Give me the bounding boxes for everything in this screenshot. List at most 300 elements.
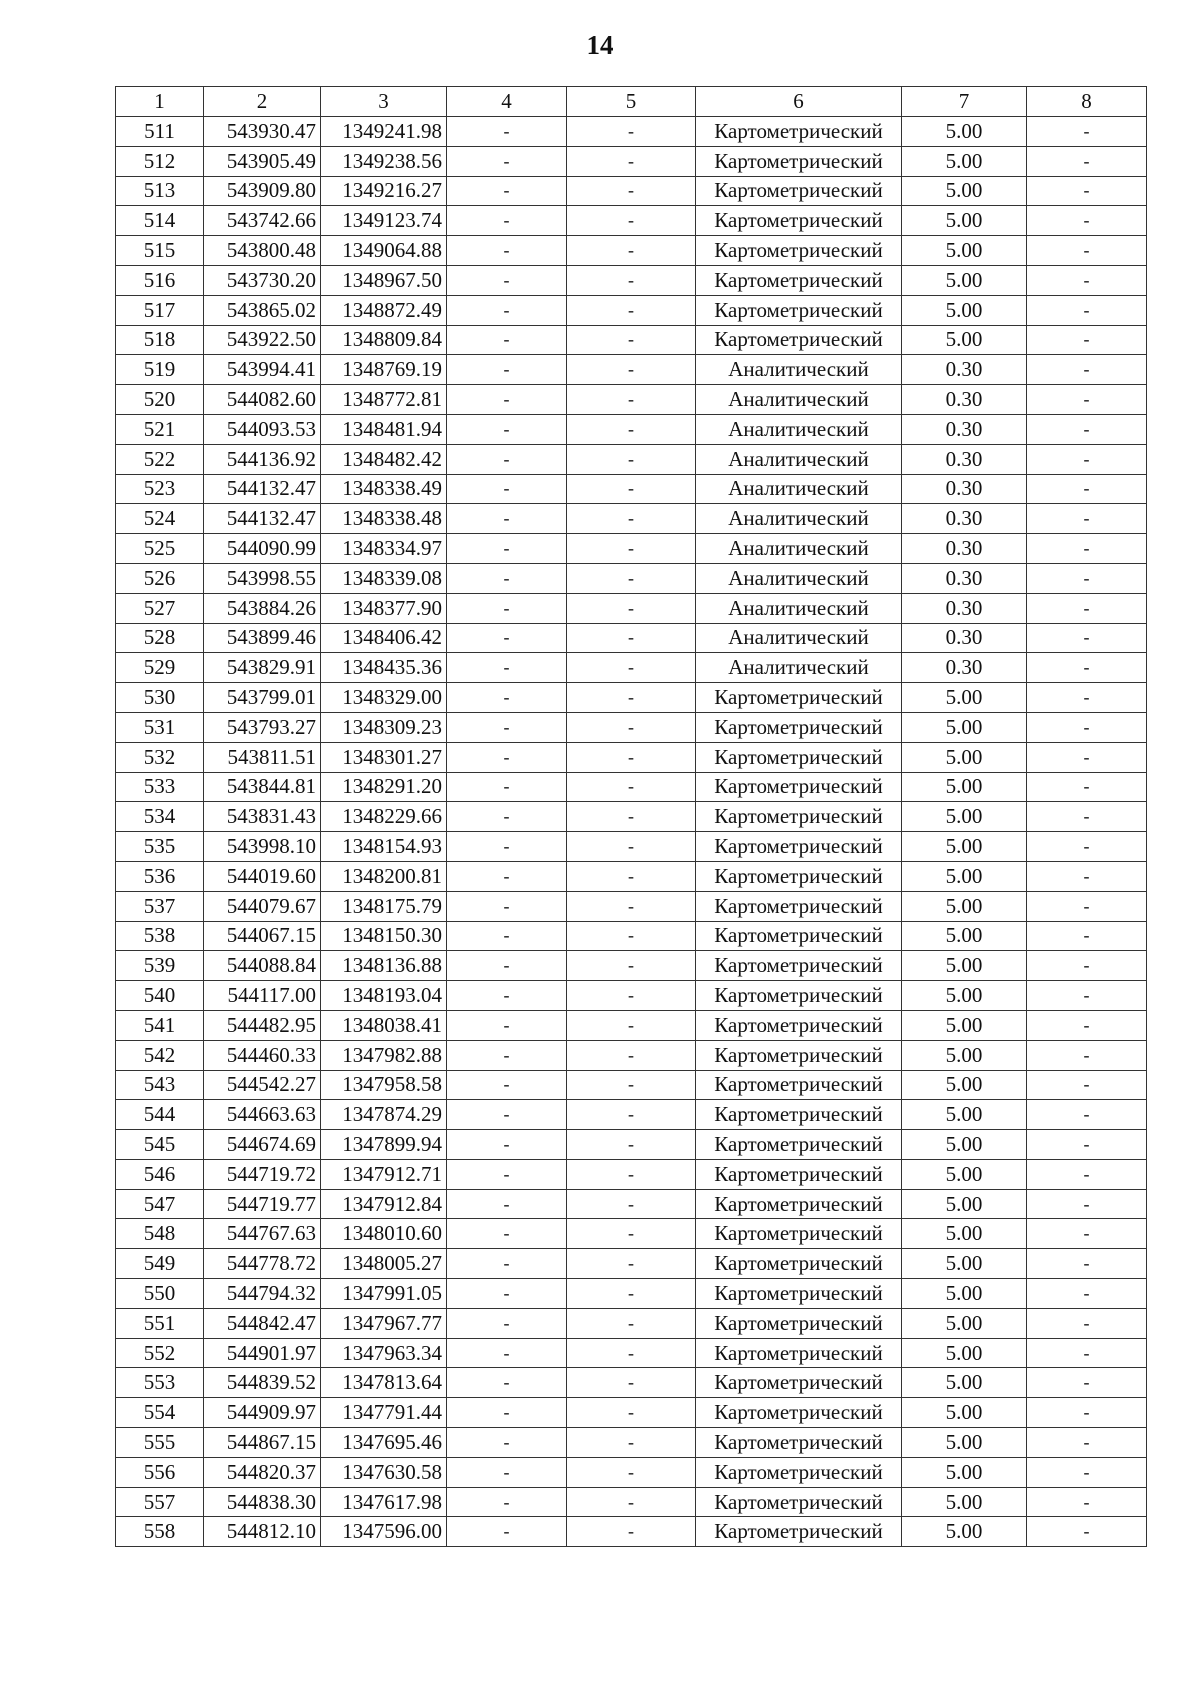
table-row bbox=[116, 742, 1147, 772]
cell-column-4: - bbox=[447, 1130, 567, 1160]
cell-accuracy: 5.00 bbox=[902, 1368, 1027, 1398]
cell-method: Картометрический bbox=[696, 1219, 902, 1249]
table-row bbox=[116, 1070, 1147, 1100]
cell-accuracy: 5.00 bbox=[902, 206, 1027, 236]
cell-point-number: 514 bbox=[116, 206, 204, 236]
cell-column-8: - bbox=[1027, 146, 1147, 176]
cell-y-coordinate: 1348967.50 bbox=[321, 265, 447, 295]
cell-column-8: - bbox=[1027, 1219, 1147, 1249]
cell-y-coordinate: 1347967.77 bbox=[321, 1308, 447, 1338]
cell-column-8: - bbox=[1027, 1070, 1147, 1100]
cell-point-number: 523 bbox=[116, 474, 204, 504]
cell-column-8: - bbox=[1027, 1159, 1147, 1189]
cell-column-4: - bbox=[447, 444, 567, 474]
cell-column-8: - bbox=[1027, 802, 1147, 832]
cell-accuracy: 5.00 bbox=[902, 1189, 1027, 1219]
cell-column-4: - bbox=[447, 265, 567, 295]
cell-y-coordinate: 1347630.58 bbox=[321, 1457, 447, 1487]
cell-x-coordinate: 544794.32 bbox=[204, 1279, 321, 1309]
table-row bbox=[116, 146, 1147, 176]
cell-point-number: 536 bbox=[116, 861, 204, 891]
cell-point-number: 546 bbox=[116, 1159, 204, 1189]
cell-accuracy: 5.00 bbox=[902, 176, 1027, 206]
cell-y-coordinate: 1348329.00 bbox=[321, 683, 447, 713]
cell-point-number: 552 bbox=[116, 1338, 204, 1368]
header-row bbox=[116, 87, 1147, 117]
cell-column-4: - bbox=[447, 325, 567, 355]
cell-column-8: - bbox=[1027, 236, 1147, 266]
cell-point-number: 519 bbox=[116, 355, 204, 385]
cell-accuracy: 0.30 bbox=[902, 355, 1027, 385]
cell-accuracy: 5.00 bbox=[902, 295, 1027, 325]
cell-accuracy: 5.00 bbox=[902, 1279, 1027, 1309]
cell-x-coordinate: 544067.15 bbox=[204, 921, 321, 951]
table-row bbox=[116, 1040, 1147, 1070]
cell-column-8: - bbox=[1027, 921, 1147, 951]
cell-column-5: - bbox=[567, 1338, 696, 1368]
cell-column-5: - bbox=[567, 563, 696, 593]
cell-column-8: - bbox=[1027, 1279, 1147, 1309]
cell-accuracy: 5.00 bbox=[902, 981, 1027, 1011]
cell-column-4: - bbox=[447, 623, 567, 653]
table-row bbox=[116, 1010, 1147, 1040]
cell-y-coordinate: 1348482.42 bbox=[321, 444, 447, 474]
cell-column-4: - bbox=[447, 1308, 567, 1338]
cell-y-coordinate: 1349241.98 bbox=[321, 117, 447, 147]
cell-x-coordinate: 544117.00 bbox=[204, 981, 321, 1011]
cell-method: Картометрический bbox=[696, 981, 902, 1011]
cell-method: Картометрический bbox=[696, 832, 902, 862]
cell-column-5: - bbox=[567, 355, 696, 385]
cell-y-coordinate: 1347899.94 bbox=[321, 1130, 447, 1160]
cell-column-4: - bbox=[447, 832, 567, 862]
cell-column-4: - bbox=[447, 1249, 567, 1279]
cell-column-4: - bbox=[447, 117, 567, 147]
cell-accuracy: 5.00 bbox=[902, 1338, 1027, 1368]
cell-column-4: - bbox=[447, 981, 567, 1011]
cell-column-4: - bbox=[447, 563, 567, 593]
table-row bbox=[116, 832, 1147, 862]
cell-column-4: - bbox=[447, 1159, 567, 1189]
cell-column-8: - bbox=[1027, 474, 1147, 504]
table-row bbox=[116, 712, 1147, 742]
cell-point-number: 521 bbox=[116, 414, 204, 444]
cell-column-8: - bbox=[1027, 176, 1147, 206]
cell-point-number: 535 bbox=[116, 832, 204, 862]
cell-column-4: - bbox=[447, 176, 567, 206]
cell-x-coordinate: 544088.84 bbox=[204, 951, 321, 981]
cell-accuracy: 5.00 bbox=[902, 802, 1027, 832]
cell-column-5: - bbox=[567, 981, 696, 1011]
cell-x-coordinate: 543799.01 bbox=[204, 683, 321, 713]
cell-column-5: - bbox=[567, 504, 696, 534]
cell-y-coordinate: 1349123.74 bbox=[321, 206, 447, 236]
table-row bbox=[116, 1249, 1147, 1279]
cell-column-5: - bbox=[567, 921, 696, 951]
cell-accuracy: 5.00 bbox=[902, 861, 1027, 891]
cell-x-coordinate: 544719.77 bbox=[204, 1189, 321, 1219]
cell-x-coordinate: 544079.67 bbox=[204, 891, 321, 921]
cell-column-4: - bbox=[447, 1517, 567, 1547]
cell-y-coordinate: 1349238.56 bbox=[321, 146, 447, 176]
cell-y-coordinate: 1347963.34 bbox=[321, 1338, 447, 1368]
column-header: 5 bbox=[567, 87, 696, 117]
cell-column-8: - bbox=[1027, 1457, 1147, 1487]
cell-column-4: - bbox=[447, 355, 567, 385]
cell-column-4: - bbox=[447, 772, 567, 802]
cell-accuracy: 5.00 bbox=[902, 921, 1027, 951]
table-row bbox=[116, 504, 1147, 534]
cell-column-5: - bbox=[567, 1100, 696, 1130]
cell-x-coordinate: 544542.27 bbox=[204, 1070, 321, 1100]
cell-x-coordinate: 544082.60 bbox=[204, 385, 321, 415]
cell-point-number: 557 bbox=[116, 1487, 204, 1517]
cell-method: Картометрический bbox=[696, 1040, 902, 1070]
cell-column-8: - bbox=[1027, 563, 1147, 593]
cell-column-8: - bbox=[1027, 683, 1147, 713]
table-row bbox=[116, 206, 1147, 236]
table-row bbox=[116, 1428, 1147, 1458]
cell-column-5: - bbox=[567, 623, 696, 653]
table-body bbox=[116, 117, 1147, 1547]
cell-column-4: - bbox=[447, 206, 567, 236]
cell-column-5: - bbox=[567, 146, 696, 176]
cell-y-coordinate: 1348338.49 bbox=[321, 474, 447, 504]
table-row bbox=[116, 653, 1147, 683]
cell-point-number: 520 bbox=[116, 385, 204, 415]
table-row bbox=[116, 1189, 1147, 1219]
cell-method: Аналитический bbox=[696, 534, 902, 564]
cell-column-8: - bbox=[1027, 1040, 1147, 1070]
cell-column-4: - bbox=[447, 414, 567, 444]
cell-column-5: - bbox=[567, 414, 696, 444]
cell-column-5: - bbox=[567, 653, 696, 683]
cell-column-5: - bbox=[567, 474, 696, 504]
table-row bbox=[116, 951, 1147, 981]
cell-y-coordinate: 1348481.94 bbox=[321, 414, 447, 444]
table-row bbox=[116, 861, 1147, 891]
cell-column-5: - bbox=[567, 1130, 696, 1160]
cell-y-coordinate: 1348338.48 bbox=[321, 504, 447, 534]
column-header: 6 bbox=[696, 87, 902, 117]
cell-column-5: - bbox=[567, 951, 696, 981]
cell-column-4: - bbox=[447, 295, 567, 325]
cell-column-4: - bbox=[447, 1040, 567, 1070]
cell-column-4: - bbox=[447, 891, 567, 921]
cell-column-8: - bbox=[1027, 832, 1147, 862]
cell-column-5: - bbox=[567, 1457, 696, 1487]
cell-method: Картометрический bbox=[696, 1487, 902, 1517]
cell-point-number: 542 bbox=[116, 1040, 204, 1070]
cell-method: Картометрический bbox=[696, 236, 902, 266]
cell-column-4: - bbox=[447, 1428, 567, 1458]
cell-column-5: - bbox=[567, 1010, 696, 1040]
cell-point-number: 545 bbox=[116, 1130, 204, 1160]
cell-method: Аналитический bbox=[696, 385, 902, 415]
table-row bbox=[116, 1368, 1147, 1398]
cell-y-coordinate: 1348769.19 bbox=[321, 355, 447, 385]
cell-point-number: 551 bbox=[116, 1308, 204, 1338]
cell-column-4: - bbox=[447, 474, 567, 504]
cell-x-coordinate: 544132.47 bbox=[204, 504, 321, 534]
cell-y-coordinate: 1347874.29 bbox=[321, 1100, 447, 1130]
cell-x-coordinate: 544674.69 bbox=[204, 1130, 321, 1160]
cell-column-5: - bbox=[567, 593, 696, 623]
cell-column-8: - bbox=[1027, 1517, 1147, 1547]
cell-column-8: - bbox=[1027, 1308, 1147, 1338]
cell-column-5: - bbox=[567, 1219, 696, 1249]
cell-accuracy: 5.00 bbox=[902, 1308, 1027, 1338]
cell-y-coordinate: 1347982.88 bbox=[321, 1040, 447, 1070]
cell-column-8: - bbox=[1027, 981, 1147, 1011]
cell-method: Картометрический bbox=[696, 1249, 902, 1279]
cell-column-5: - bbox=[567, 1428, 696, 1458]
cell-column-4: - bbox=[447, 1398, 567, 1428]
cell-accuracy: 5.00 bbox=[902, 712, 1027, 742]
cell-column-5: - bbox=[567, 861, 696, 891]
cell-column-4: - bbox=[447, 1279, 567, 1309]
cell-point-number: 518 bbox=[116, 325, 204, 355]
cell-y-coordinate: 1347991.05 bbox=[321, 1279, 447, 1309]
cell-method: Картометрический bbox=[696, 1010, 902, 1040]
cell-point-number: 517 bbox=[116, 295, 204, 325]
cell-y-coordinate: 1348334.97 bbox=[321, 534, 447, 564]
cell-y-coordinate: 1348309.23 bbox=[321, 712, 447, 742]
cell-method: Картометрический bbox=[696, 1189, 902, 1219]
cell-x-coordinate: 544136.92 bbox=[204, 444, 321, 474]
cell-method: Картометрический bbox=[696, 891, 902, 921]
cell-column-4: - bbox=[447, 1100, 567, 1130]
cell-point-number: 533 bbox=[116, 772, 204, 802]
cell-accuracy: 5.00 bbox=[902, 951, 1027, 981]
cell-point-number: 544 bbox=[116, 1100, 204, 1130]
cell-column-8: - bbox=[1027, 891, 1147, 921]
cell-column-5: - bbox=[567, 1398, 696, 1428]
cell-method: Картометрический bbox=[696, 1159, 902, 1189]
cell-column-8: - bbox=[1027, 206, 1147, 236]
cell-accuracy: 5.00 bbox=[902, 742, 1027, 772]
cell-x-coordinate: 543899.46 bbox=[204, 623, 321, 653]
cell-y-coordinate: 1347958.58 bbox=[321, 1070, 447, 1100]
cell-accuracy: 5.00 bbox=[902, 772, 1027, 802]
table-row bbox=[116, 891, 1147, 921]
cell-column-5: - bbox=[567, 802, 696, 832]
cell-x-coordinate: 543793.27 bbox=[204, 712, 321, 742]
cell-method: Картометрический bbox=[696, 1279, 902, 1309]
table-row bbox=[116, 1130, 1147, 1160]
table-row bbox=[116, 236, 1147, 266]
cell-point-number: 532 bbox=[116, 742, 204, 772]
cell-method: Картометрический bbox=[696, 921, 902, 951]
cell-column-8: - bbox=[1027, 712, 1147, 742]
cell-accuracy: 0.30 bbox=[902, 563, 1027, 593]
cell-y-coordinate: 1348809.84 bbox=[321, 325, 447, 355]
cell-x-coordinate: 544778.72 bbox=[204, 1249, 321, 1279]
cell-accuracy: 0.30 bbox=[902, 653, 1027, 683]
cell-accuracy: 5.00 bbox=[902, 265, 1027, 295]
cell-point-number: 522 bbox=[116, 444, 204, 474]
table-row bbox=[116, 1398, 1147, 1428]
cell-method: Картометрический bbox=[696, 861, 902, 891]
cell-point-number: 556 bbox=[116, 1457, 204, 1487]
cell-column-5: - bbox=[567, 1368, 696, 1398]
cell-point-number: 529 bbox=[116, 653, 204, 683]
cell-accuracy: 5.00 bbox=[902, 146, 1027, 176]
cell-method: Аналитический bbox=[696, 593, 902, 623]
cell-column-4: - bbox=[447, 951, 567, 981]
cell-column-5: - bbox=[567, 1487, 696, 1517]
cell-y-coordinate: 1348038.41 bbox=[321, 1010, 447, 1040]
cell-column-4: - bbox=[447, 1368, 567, 1398]
cell-y-coordinate: 1348193.04 bbox=[321, 981, 447, 1011]
cell-column-4: - bbox=[447, 146, 567, 176]
cell-y-coordinate: 1347596.00 bbox=[321, 1517, 447, 1547]
cell-column-8: - bbox=[1027, 444, 1147, 474]
cell-point-number: 547 bbox=[116, 1189, 204, 1219]
cell-point-number: 527 bbox=[116, 593, 204, 623]
cell-accuracy: 5.00 bbox=[902, 236, 1027, 266]
cell-accuracy: 5.00 bbox=[902, 1100, 1027, 1130]
cell-x-coordinate: 543811.51 bbox=[204, 742, 321, 772]
table-row bbox=[116, 1517, 1147, 1547]
cell-accuracy: 5.00 bbox=[902, 1159, 1027, 1189]
cell-method: Аналитический bbox=[696, 474, 902, 504]
cell-column-8: - bbox=[1027, 117, 1147, 147]
cell-method: Аналитический bbox=[696, 444, 902, 474]
cell-accuracy: 5.00 bbox=[902, 832, 1027, 862]
cell-column-8: - bbox=[1027, 772, 1147, 802]
cell-column-8: - bbox=[1027, 295, 1147, 325]
table-row bbox=[116, 802, 1147, 832]
cell-method: Картометрический bbox=[696, 742, 902, 772]
cell-column-5: - bbox=[567, 265, 696, 295]
cell-x-coordinate: 544867.15 bbox=[204, 1428, 321, 1458]
cell-point-number: 513 bbox=[116, 176, 204, 206]
cell-column-4: - bbox=[447, 861, 567, 891]
cell-method: Картометрический bbox=[696, 1130, 902, 1160]
cell-y-coordinate: 1348175.79 bbox=[321, 891, 447, 921]
table-row bbox=[116, 981, 1147, 1011]
table-row bbox=[116, 623, 1147, 653]
cell-column-5: - bbox=[567, 385, 696, 415]
table-row bbox=[116, 1100, 1147, 1130]
cell-column-8: - bbox=[1027, 1100, 1147, 1130]
cell-column-8: - bbox=[1027, 653, 1147, 683]
cell-x-coordinate: 543998.55 bbox=[204, 563, 321, 593]
cell-point-number: 549 bbox=[116, 1249, 204, 1279]
cell-y-coordinate: 1348229.66 bbox=[321, 802, 447, 832]
cell-point-number: 530 bbox=[116, 683, 204, 713]
cell-column-8: - bbox=[1027, 593, 1147, 623]
cell-column-8: - bbox=[1027, 623, 1147, 653]
table-row bbox=[116, 325, 1147, 355]
table-row bbox=[116, 295, 1147, 325]
cell-accuracy: 5.00 bbox=[902, 1398, 1027, 1428]
table-row bbox=[116, 921, 1147, 951]
cell-accuracy: 0.30 bbox=[902, 504, 1027, 534]
cell-x-coordinate: 544838.30 bbox=[204, 1487, 321, 1517]
cell-column-5: - bbox=[567, 1189, 696, 1219]
cell-method: Аналитический bbox=[696, 355, 902, 385]
table-row bbox=[116, 563, 1147, 593]
cell-method: Аналитический bbox=[696, 504, 902, 534]
cell-column-8: - bbox=[1027, 1487, 1147, 1517]
cell-x-coordinate: 543730.20 bbox=[204, 265, 321, 295]
table-row bbox=[116, 1487, 1147, 1517]
cell-x-coordinate: 543800.48 bbox=[204, 236, 321, 266]
table-row bbox=[116, 1457, 1147, 1487]
cell-column-8: - bbox=[1027, 1338, 1147, 1368]
column-header: 2 bbox=[204, 87, 321, 117]
cell-x-coordinate: 543844.81 bbox=[204, 772, 321, 802]
cell-column-4: - bbox=[447, 802, 567, 832]
cell-accuracy: 5.00 bbox=[902, 1070, 1027, 1100]
cell-x-coordinate: 543742.66 bbox=[204, 206, 321, 236]
cell-column-4: - bbox=[447, 593, 567, 623]
cell-x-coordinate: 544767.63 bbox=[204, 1219, 321, 1249]
cell-column-4: - bbox=[447, 504, 567, 534]
cell-y-coordinate: 1348150.30 bbox=[321, 921, 447, 951]
cell-method: Аналитический bbox=[696, 623, 902, 653]
cell-column-4: - bbox=[447, 712, 567, 742]
cell-point-number: 534 bbox=[116, 802, 204, 832]
cell-x-coordinate: 544090.99 bbox=[204, 534, 321, 564]
cell-accuracy: 5.00 bbox=[902, 683, 1027, 713]
cell-accuracy: 5.00 bbox=[902, 1010, 1027, 1040]
cell-method: Картометрический bbox=[696, 117, 902, 147]
cell-x-coordinate: 543865.02 bbox=[204, 295, 321, 325]
table-row bbox=[116, 1279, 1147, 1309]
cell-y-coordinate: 1348136.88 bbox=[321, 951, 447, 981]
cell-accuracy: 0.30 bbox=[902, 534, 1027, 564]
cell-method: Картометрический bbox=[696, 802, 902, 832]
cell-method: Картометрический bbox=[696, 176, 902, 206]
cell-accuracy: 5.00 bbox=[902, 1249, 1027, 1279]
cell-accuracy: 5.00 bbox=[902, 1487, 1027, 1517]
cell-y-coordinate: 1347813.64 bbox=[321, 1368, 447, 1398]
cell-point-number: 558 bbox=[116, 1517, 204, 1547]
cell-method: Картометрический bbox=[696, 206, 902, 236]
cell-x-coordinate: 543909.80 bbox=[204, 176, 321, 206]
cell-method: Картометрический bbox=[696, 1308, 902, 1338]
table-row bbox=[116, 772, 1147, 802]
cell-accuracy: 5.00 bbox=[902, 1219, 1027, 1249]
cell-method: Картометрический bbox=[696, 325, 902, 355]
cell-method: Картометрический bbox=[696, 1517, 902, 1547]
cell-column-8: - bbox=[1027, 1249, 1147, 1279]
cell-point-number: 539 bbox=[116, 951, 204, 981]
cell-column-5: - bbox=[567, 534, 696, 564]
cell-y-coordinate: 1349064.88 bbox=[321, 236, 447, 266]
cell-column-5: - bbox=[567, 832, 696, 862]
cell-column-4: - bbox=[447, 1457, 567, 1487]
cell-point-number: 550 bbox=[116, 1279, 204, 1309]
cell-y-coordinate: 1348200.81 bbox=[321, 861, 447, 891]
cell-column-5: - bbox=[567, 1070, 696, 1100]
cell-accuracy: 5.00 bbox=[902, 1517, 1027, 1547]
cell-column-5: - bbox=[567, 742, 696, 772]
cell-x-coordinate: 544812.10 bbox=[204, 1517, 321, 1547]
table-row bbox=[116, 1159, 1147, 1189]
table-row bbox=[116, 1338, 1147, 1368]
cell-method: Картометрический bbox=[696, 683, 902, 713]
cell-point-number: 511 bbox=[116, 117, 204, 147]
cell-method: Картометрический bbox=[696, 1338, 902, 1368]
cell-y-coordinate: 1347791.44 bbox=[321, 1398, 447, 1428]
cell-point-number: 541 bbox=[116, 1010, 204, 1040]
table-row bbox=[116, 1219, 1147, 1249]
table-row bbox=[116, 385, 1147, 415]
